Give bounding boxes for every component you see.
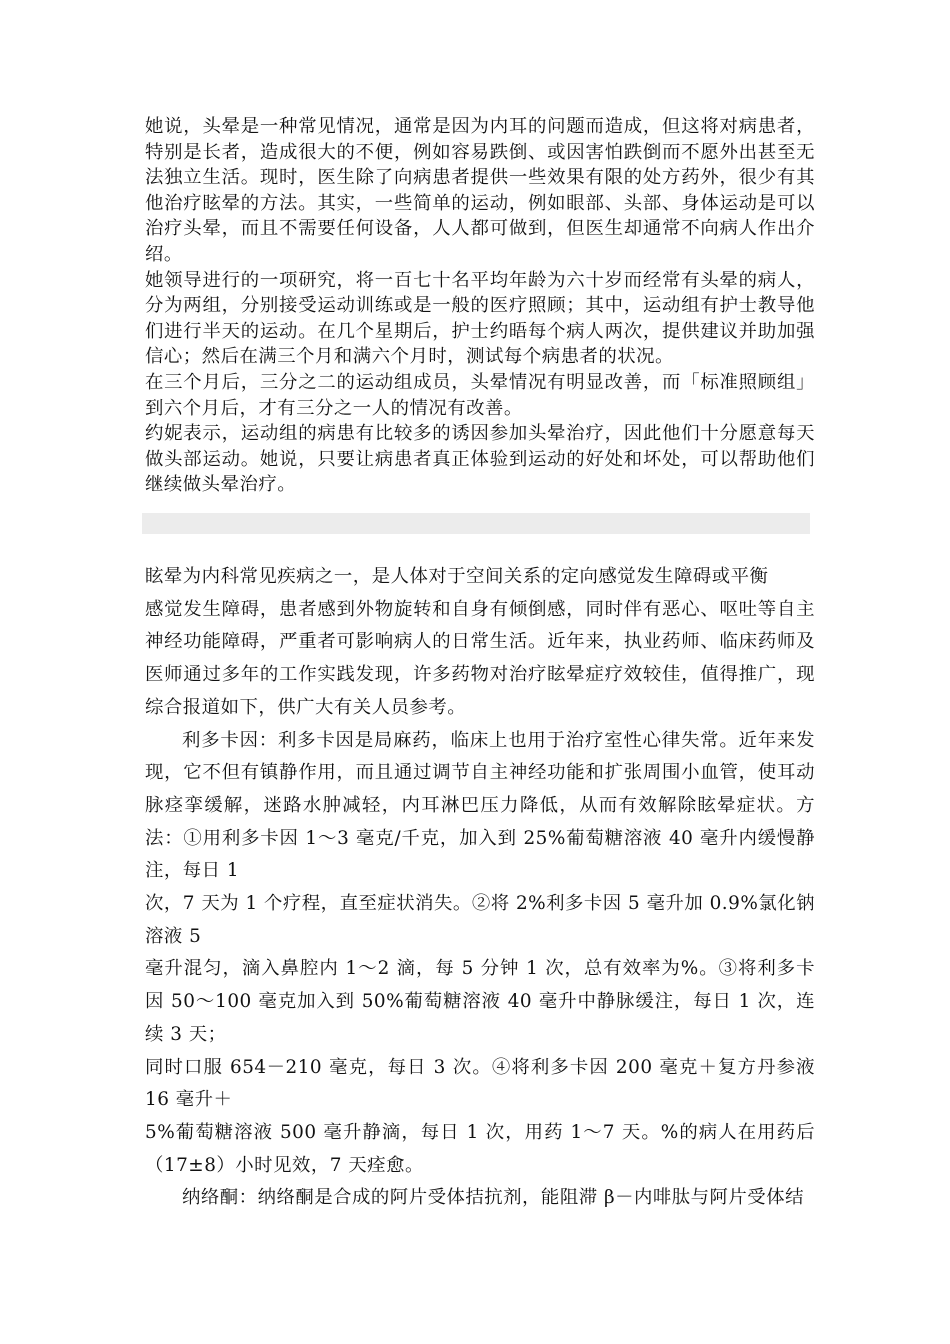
paragraph: 她领导进行的一项研究，将一百七十名平均年龄为六十岁而经常有头晕的病人，分为两组，分别接受运动训练或是一般的医疗照顾；其中，运动组有护士教导他们进行半天的运动。在几个星期后，护士约晤每个病人两次，提供建议并助加强信心；然后在满三个月和满六个月时，测试每个病患者的状况。 [145, 269, 815, 368]
article-section-dizziness-exercise [145, 114, 815, 498]
paragraph-naloxone: 纳络酮：纳络酮是合成的阿片受体拮抗剂，能阻滞 β－内啡肽与阿片受体结 [182, 1187, 804, 1209]
paragraph-fragment: 同时口服 654－210 毫克，每日 3 次。④将利多卡因 200 毫克＋复方丹参液 16 毫升＋ [145, 1056, 815, 1111]
paragraph-fragment: 5%葡萄糖溶液 500 毫升静滴，每日 1 次，用药 1～7 天。%的病人在用药后（17±8）小时见效，7 天痊愈。 [145, 1121, 815, 1176]
article-section-vertigo-drugs [145, 561, 815, 1215]
paragraph: 约妮表示，运动组的病患有比较多的诱因参加头晕治疗，因此他们十分愿意每天做头部运动。她说，只要让病患者真正体验到运动的好处和坏处，可以帮助他们继续做头晕治疗。 [145, 423, 815, 496]
paragraph-fragment: 次，7 天为 1 个疗程，直至症状消失。②将 2%利多卡因 5 毫升加 0.9%氯化钠溶液 5 [145, 893, 815, 947]
paragraph: 在三个月后，三分之二的运动组成员，头晕情况有明显改善，而「标准照顾组」到六个月后，才有三分之一人的情况有改善。 [145, 371, 815, 419]
paragraph: 她说，头晕是一种常见情况，通常是因为内耳的问题而造成，但这将对病患者，特别是长者，造成很大的不便，例如容易跌倒、或因害怕跌倒而不愿外出甚至无法独立生活。现时，医生除了向病患者提供一些效果有限的处方药外，很少有其他治疗眩晕的方法。其实，一些简单的运动，例如眼部、头部、身体运动是可以治疗头晕，而且不需要任何设备，人人都可做到，但医生却通常不向病人作出介绍。 [145, 116, 815, 265]
section-divider [142, 513, 810, 534]
paragraph-lidocaine: 利多卡因：利多卡因是局麻药，临床上也用于治疗室性心律失常。近年来发现，它不但有镇静作用，而且通过调节自主神经功能和扩张周围小血管，使耳动脉痉挛缓解，迷路水肿减轻，内耳淋巴压力降低，从而有效解除眩晕症状。方法：①用利多卡因 1～3 毫克/千克，加入到 25%葡萄糖溶液 40 毫升内缓慢静注，每日 1 [145, 729, 815, 882]
paragraph-intro: 感觉发生障碍，患者感到外物旋转和自身有倾倒感，同时伴有恶心、呕吐等自主神经功能障碍，严重者可影响病人的日常生活。近年来，执业药师、临床药师及医师通过多年的工作实践发现，许多药物对治疗眩晕症疗效较佳，值得推广，现综合报道如下，供广大有关人员参考。 [145, 598, 815, 718]
paragraph-first-line: 眩晕为内科常见疾病之一，是人体对于空间关系的定向感觉发生障碍或平衡 [145, 566, 769, 587]
paragraph-fragment: 毫升混匀，滴入鼻腔内 1～2 滴，每 5 分钟 1 次，总有效率为%。③将利多卡因 50～100 毫克加入到 50%葡萄糖溶液 40 毫升中静脉缓注，每日 1 次，连续 3 天； [145, 958, 815, 1045]
